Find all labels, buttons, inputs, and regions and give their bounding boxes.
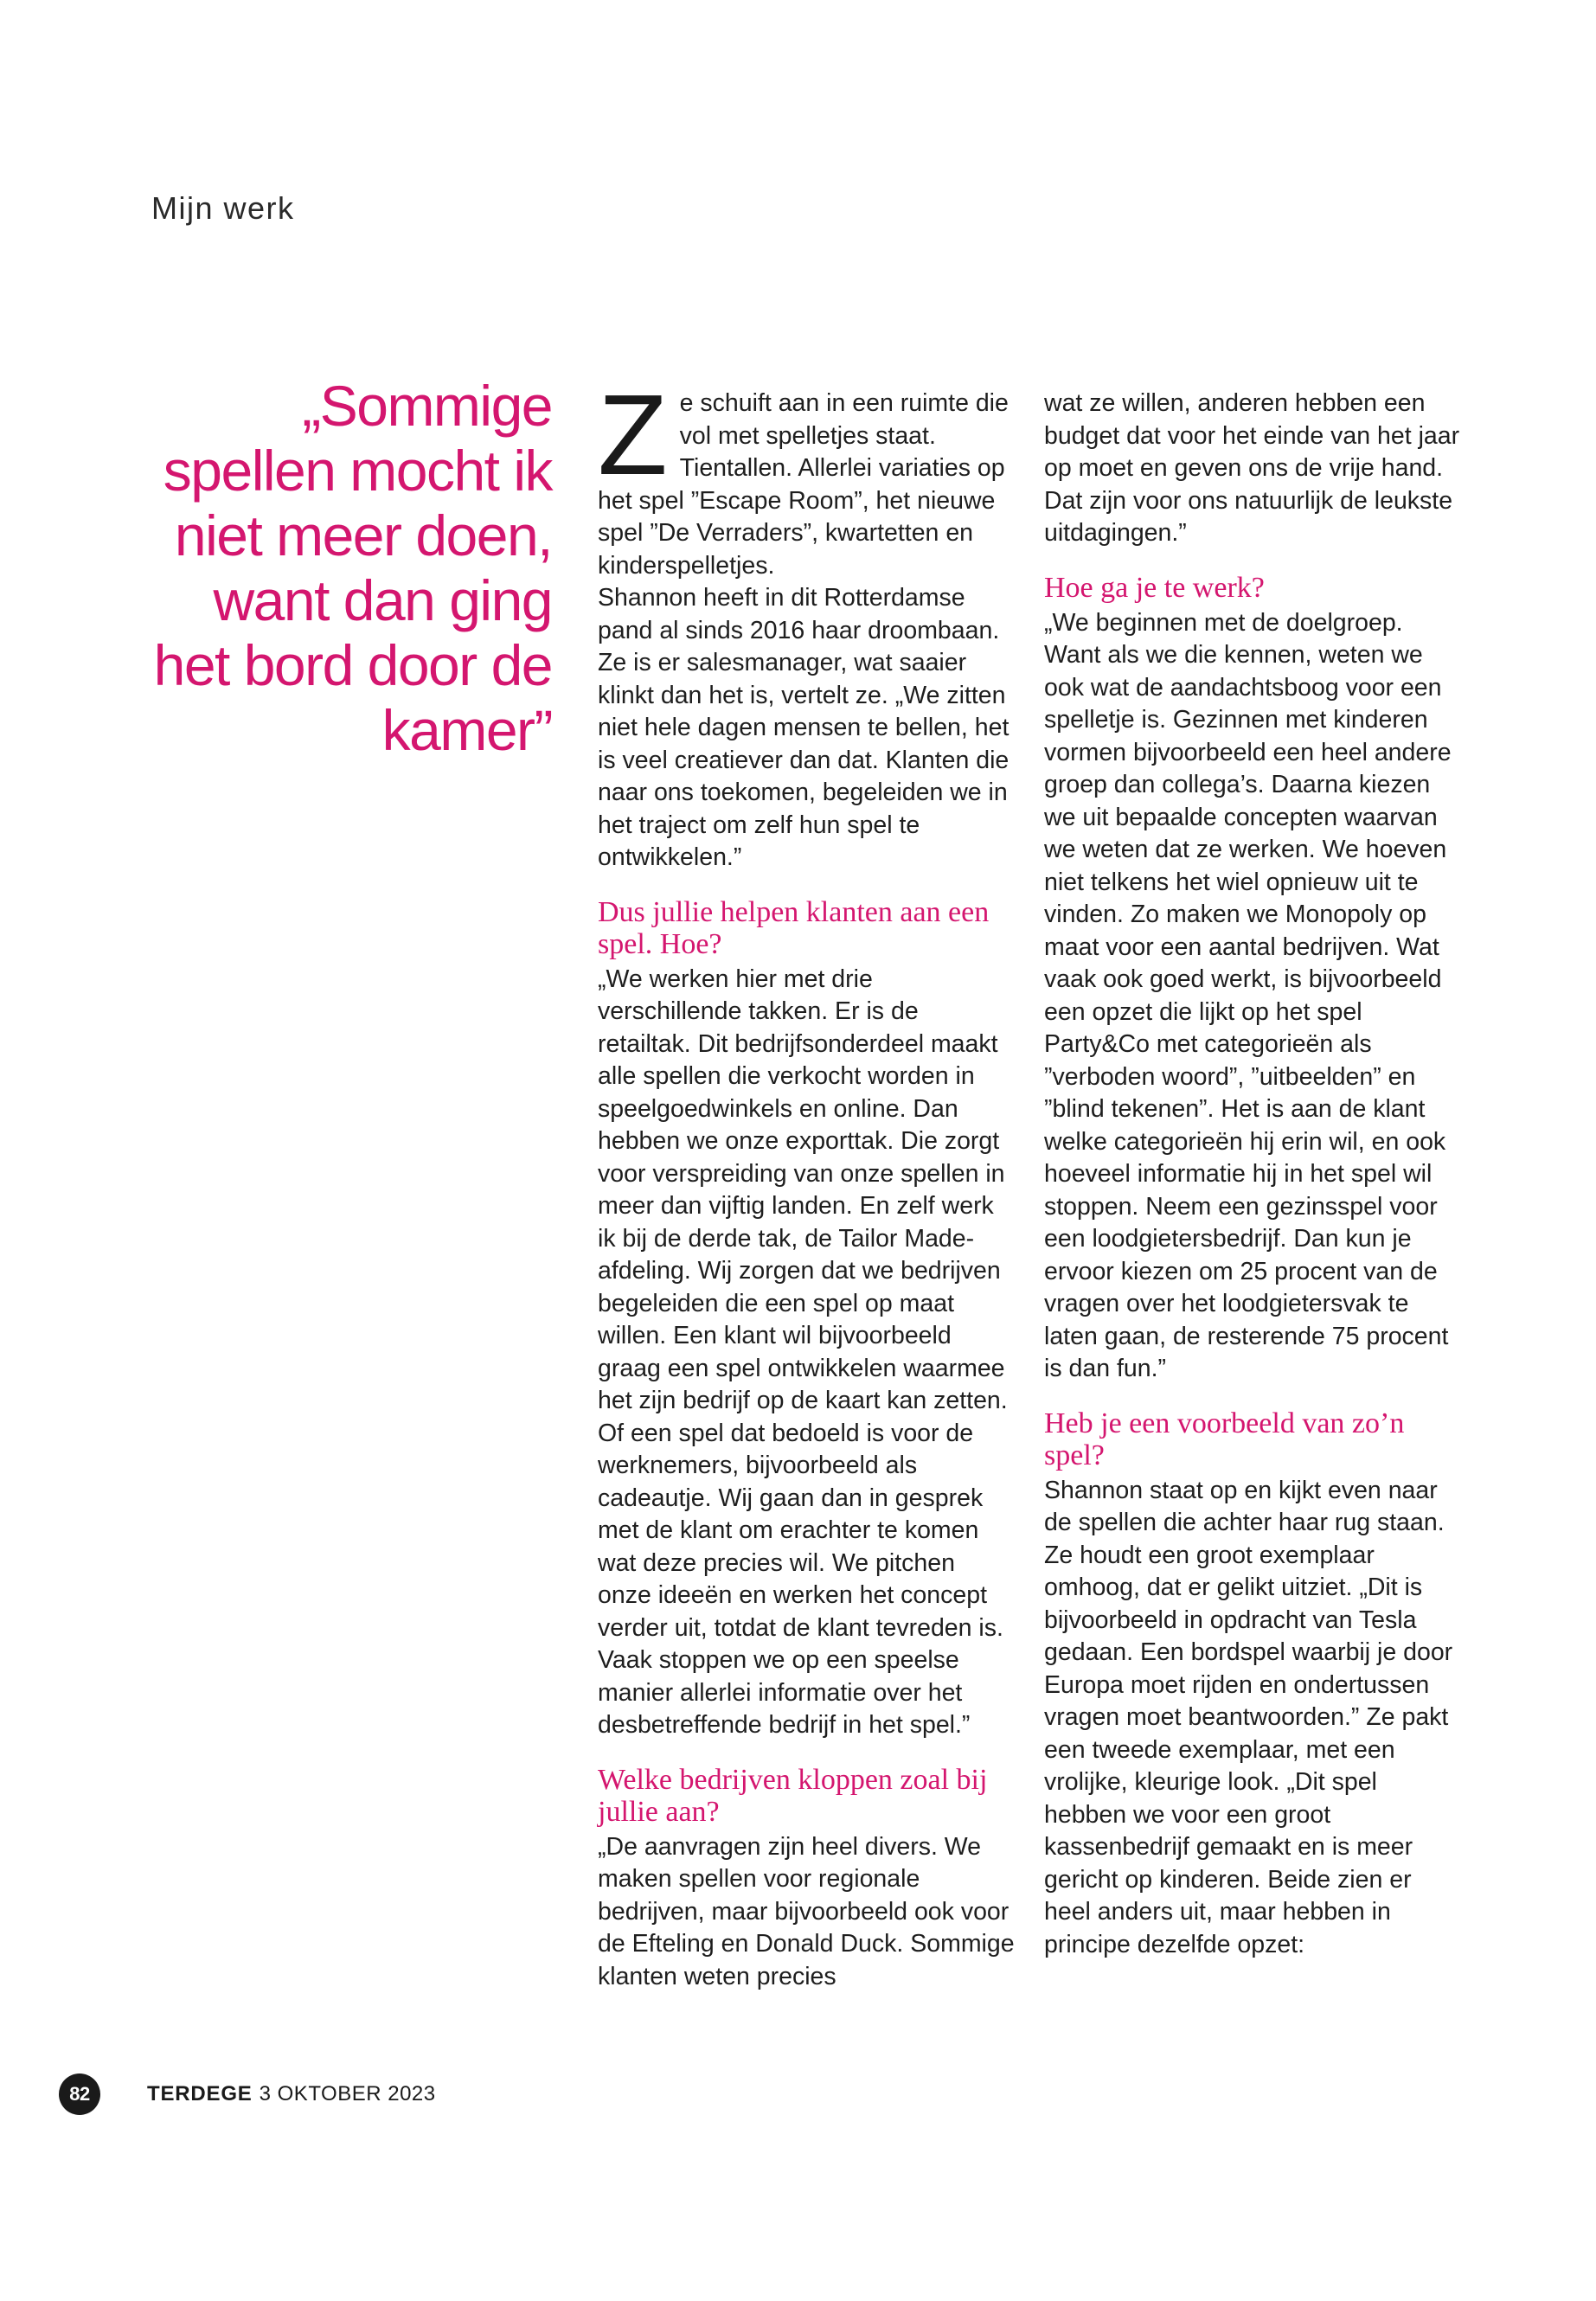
- section-label: Mijn werk: [151, 190, 295, 226]
- magazine-name: TERDEGE: [147, 2082, 253, 2106]
- answer-paragraph: „We beginnen met de doelgroep. Want als we die kennen, weten we ook wat de aandachtsboog voor een spelletje is. Gezinnen met kinderen vormen bijvoorbeeld een heel andere groep dan collega’s. Daarna kiezen we uit bepaalde concepten waarvan we weten dat ze werken. We hoeven niet telkens het wiel opnieuw uit te vinden. Zo maken we Monopoly op maat voor een aantal bedrijven. Wat vaak ook goed werkt, is bijvoorbeeld een opzet die lijkt op het spel Party&Co met categorieën als ”verboden woord”, ”uitbeelden” en ”blind tekenen”. Het is aan de klant welke categorieën hij erin wil, en ook hoeveel informatie hij in het spel wil stoppen. Neem een gezinsspel voor een loodgietersbedrijf. Dan kun je ervoor kiezen om 25 procent van de vragen over het loodgietersvak te laten gaan, de resterende 75 procent is dan fun.”: [1044, 608, 1452, 1382]
- answer-paragraph: „De aanvragen zijn heel divers. We maken spellen voor regionale bedrijven, maar bijvoorbeeld ook voor de Efteling en Donald Duck. Sommige klanten weten precies: [598, 1832, 1015, 1990]
- answer-paragraph: Shannon staat op en kijkt even naar de spellen die achter haar rug staan. Ze houdt een groot exemplaar omhoog, dat er gelikt uitziet. „Dit is bijvoorbeeld in opdracht van Tesla gedaan. Een bordspel waarbij je door Europa moet rijden en ondertussen vragen moet beantwoorden.” Ze pakt een tweede exemplaar, met een vrolijke, kleurige look. „Dit spel hebben we voor een groot kassenbedrijf gemaakt en is meer gericht op kinderen. Beide zien er heel anders uit, maar hebben in principe dezelfde opzet:: [1044, 1476, 1453, 1958]
- issue-date: 3 OKTOBER 2023: [259, 2082, 436, 2106]
- body-paragraph: wat ze willen, anderen hebben een budget dat voor het einde van het jaar op moet en geven ons de vrije hand. Dat zijn voor ons natuurlijk de leukste uitdagingen.”: [1044, 389, 1460, 547]
- answer-paragraph: „We werken hier met drie verschillende takken. Er is de retailtak. Dit bedrijfsonderdeel maakt alle spellen die verkocht worden in speelgoedwinkels en online. Dan hebben we onze exporttak. Die zorgt voor verspreiding van onze spellen in meer dan vijftig landen. En zelf werk ik bij de derde tak, de Tailor Made-afdeling. Wij zorgen dat we bedrijven begeleiden die een spel op maat willen. Een klant wil bijvoorbeeld graag een spel ontwikkelen waarmee het zijn bedrijf op de kaart kan zetten. Of een spel dat bedoeld is voor de werknemers, bijvoorbeeld als cadeautje. Wij gaan dan in gesprek met de klant om erachter te komen wat deze precies wil. We pitchen onze ideeën en werken het concept verder uit, totdat de klant tevreden is. Vaak stoppen we op een speelse manier allerlei informatie over het desbetreffende bedrijf in het spel.”: [598, 965, 1008, 1739]
- intro-text: e schuift aan in een ruimte die vol met spelletjes staat. Tientallen. Allerlei variaties op het spel ”Escape Room”, het nieuwe spel ”De Verraders”, kwartetten en kinderspelletjes.: [598, 389, 1009, 580]
- article-column-2: [1044, 388, 1461, 1961]
- article-column-1: [598, 371, 1015, 1993]
- intro-paragraph: [598, 371, 1015, 582]
- question-heading: Welke bedrijven kloppen zoal bij jullie aan?: [598, 1763, 988, 1828]
- question-heading: Heb je een voorbeeld van zo’n spel?: [1044, 1407, 1405, 1471]
- page-footer: [59, 2073, 436, 2116]
- body-paragraph: Shannon heeft in dit Rotterdamse pand al sinds 2016 haar droombaan. Ze is er salesmanager, wat saaier klinkt dan het is, vertelt ze. „We zitten niet hele dagen mensen te bellen, het is veel creatiever dan dat. Klanten die naar ons toekomen, begeleiden we in het traject om zelf hun spel te ontwikkelen.”: [598, 584, 1010, 871]
- question-heading: Hoe ga je te werk?: [1044, 571, 1265, 604]
- question-heading: Dus jullie helpen klanten aan een spel. Hoe?: [598, 895, 990, 960]
- pull-quote: „Sommige spellen mocht ik niet meer doen, want dan ging het bord door de kamer”: [153, 374, 552, 762]
- page-number-badge: 82: [59, 2073, 100, 2115]
- drop-cap: Z: [598, 371, 668, 498]
